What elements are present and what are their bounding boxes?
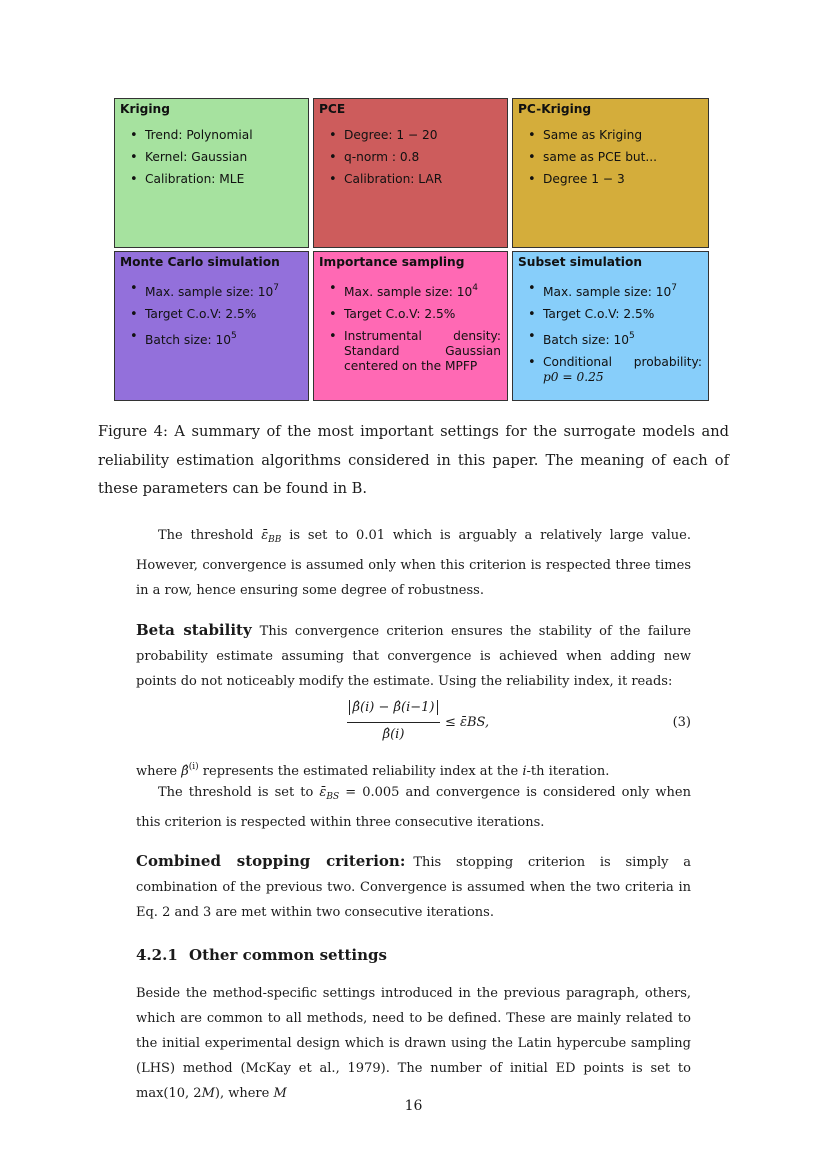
section-number: 4.2.1 xyxy=(136,946,178,964)
text: = 0.005 and convergence is considered only when this criterion is respected within three consecutive iterations. xyxy=(136,785,691,830)
item-text: Conditional probability: xyxy=(543,355,702,369)
list-item: • Degree 1 − 3 xyxy=(543,172,702,187)
subscript: BS xyxy=(326,792,340,802)
paragraph-threshold-bs xyxy=(136,780,691,835)
item-text: Batch size: 10 xyxy=(543,333,630,347)
paragraph-threshold-bb xyxy=(136,523,691,603)
exponent: 5 xyxy=(231,331,237,341)
box-title: PCE xyxy=(319,102,346,116)
importance-sampling-box xyxy=(313,251,508,401)
list-item xyxy=(145,281,302,300)
paragraph-beta-stability xyxy=(136,618,691,694)
text: ), where xyxy=(214,1086,274,1101)
equation-rhs: ≤ ε̄BS, xyxy=(445,715,490,730)
exponent: 7 xyxy=(273,283,279,293)
superscript: (i) xyxy=(188,762,199,772)
section-heading xyxy=(136,946,387,964)
exponent: 4 xyxy=(472,283,478,293)
list-item: • Same as Kriging xyxy=(543,128,702,143)
subscript: BB xyxy=(268,535,282,545)
monte-carlo-box xyxy=(114,251,309,401)
list-item: • q-norm : 0.8 xyxy=(344,150,501,165)
list-item: • Calibration: LAR xyxy=(344,172,501,187)
list-item: • Target C.o.V: 2.5% xyxy=(543,307,702,322)
section-title: Other common settings xyxy=(189,946,387,964)
fraction xyxy=(347,696,440,745)
item-text: Max. sample size: 10 xyxy=(145,285,274,299)
paragraph-common-settings xyxy=(136,981,691,1106)
list-item xyxy=(543,329,702,348)
settings-list xyxy=(314,128,507,187)
list-item: • Trend: Polynomial xyxy=(145,128,302,143)
variable-m: M xyxy=(201,1086,215,1101)
text: This stopping criterion is simply a combination of the previous two. Convergence is assumed when the two criteria in Eq. 2 and 3 are met within two consecutive iterations. xyxy=(136,855,691,920)
run-in-heading: Combined stopping criterion: xyxy=(136,852,406,870)
pce-box xyxy=(313,98,508,248)
beta-symbol: β̂ xyxy=(181,764,189,779)
box-title: Importance sampling xyxy=(319,255,465,269)
exponent: 5 xyxy=(629,331,635,341)
run-in-heading: Beta stability xyxy=(136,621,252,639)
item-text: Max. sample size: 10 xyxy=(344,285,473,299)
equation-number: (3) xyxy=(672,715,691,730)
kriging-box xyxy=(114,98,309,248)
list-item: • Target C.o.V: 2.5% xyxy=(344,307,501,322)
list-item xyxy=(344,329,501,374)
text: The threshold is set to xyxy=(158,785,320,800)
item-text: Max. sample size: 10 xyxy=(543,285,672,299)
denominator: β̂(i) xyxy=(382,727,405,742)
text: represents the estimated reliability index at the xyxy=(198,764,523,779)
list-item: • Target C.o.V: 2.5% xyxy=(145,307,302,322)
variable-m: M xyxy=(273,1086,287,1101)
item-text-last-line: p0 = 0.25 xyxy=(543,370,604,384)
epsilon-symbol: ε̄ xyxy=(319,785,327,800)
figure-caption: Figure 4: A summary of the most important settings for the surrogate models and reliability estimation algorithms considered in this paper. The meaning of each of these parameters can be found in B. xyxy=(98,423,729,497)
pc-kriging-box xyxy=(512,98,709,248)
text: The threshold xyxy=(158,528,262,543)
box-title: Kriging xyxy=(120,102,170,116)
item-text-last-line: centered on the MPFP xyxy=(344,359,478,373)
numerator-text: β̂(i) − β̂(i−1) xyxy=(349,700,439,715)
list-item: • Kernel: Gaussian xyxy=(145,150,302,165)
equation-3 xyxy=(136,696,691,748)
list-item: • same as PCE but... xyxy=(543,150,702,165)
fraction-line xyxy=(347,722,440,723)
list-item xyxy=(344,281,501,300)
settings-figure xyxy=(114,98,709,401)
box-title: PC-Kriging xyxy=(518,102,592,116)
item-text: Batch size: 10 xyxy=(145,333,232,347)
page-number: 16 xyxy=(404,1098,423,1114)
epsilon-symbol: ε̄ xyxy=(261,528,269,543)
settings-list xyxy=(115,281,308,348)
numerator xyxy=(347,696,440,720)
settings-list xyxy=(513,128,708,187)
text: where xyxy=(136,764,182,779)
list-item xyxy=(145,329,302,348)
settings-list xyxy=(513,281,708,385)
list-item: • Degree: 1 − 20 xyxy=(344,128,501,143)
box-title: Subset simulation xyxy=(518,255,643,269)
settings-list xyxy=(115,128,308,187)
list-item xyxy=(543,355,702,385)
text: -th iteration. xyxy=(526,764,610,779)
item-text: Instrumental density: Standard Gaussian xyxy=(344,329,501,358)
box-title: Monte Carlo simulation xyxy=(120,255,280,269)
list-item: • Calibration: MLE xyxy=(145,172,302,187)
text: This convergence criterion ensures the stability of the failure probability estimate assuming that convergence is achieved when adding new points do not noticeably modify the estimate. Using the reliability index, it reads: xyxy=(136,624,691,689)
subset-simulation-box xyxy=(512,251,709,401)
settings-list xyxy=(314,281,507,374)
text: Beside the method-specific settings introduced in the previous paragraph, others, which are common to all methods, need to be defined. These are mainly related to the initial experimental design which is drawn using the Latin hypercube sampling (LHS) method (McKay et al., 1979). The number of initial ED points is set to max(10, 2 xyxy=(136,986,691,1101)
list-item xyxy=(543,281,702,300)
text: is set to 0.01 which is arguably a relatively large value. However, convergence is assumed only when this criterion is respected three times in a row, hence ensuring some degree of robustness. xyxy=(136,528,691,598)
exponent: 7 xyxy=(671,283,677,293)
paragraph-combined-criterion xyxy=(136,849,691,925)
index-symbol: i xyxy=(522,764,527,779)
